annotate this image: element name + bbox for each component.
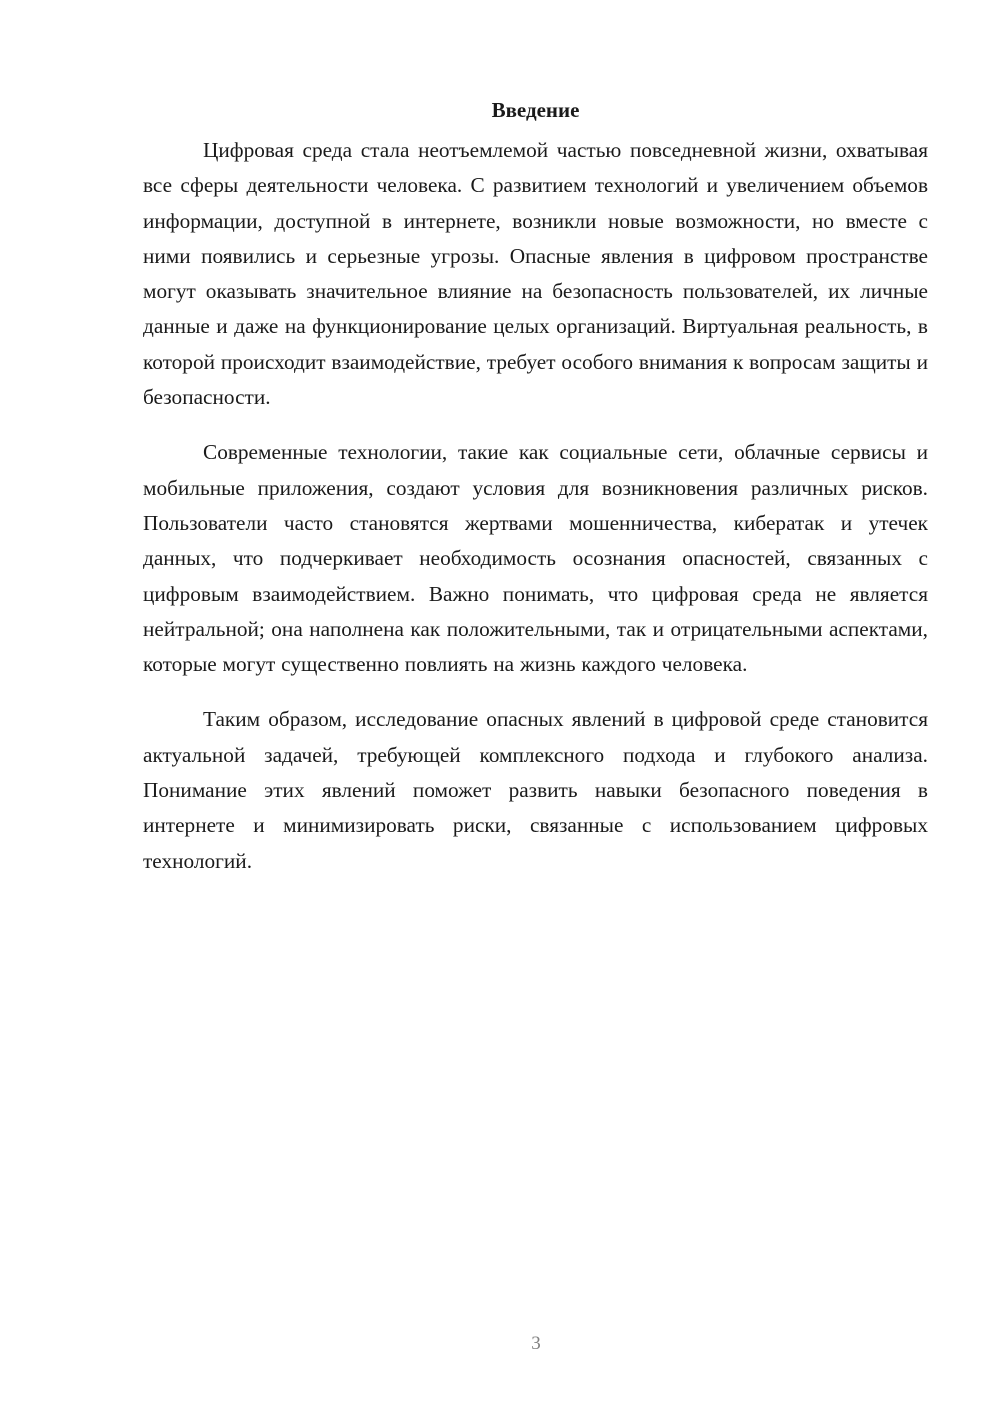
paragraph-3: Таким образом, исследование опасных явлений в цифровой среде становится актуальной задачей, требующей комплексного подхода и глубокого анализа. Понимание этих явлений поможет развить навыки безопасного поведения в интернете и минимизировать риски, связанные с использованием цифровых технологий. bbox=[143, 707, 928, 873]
paragraph-1: Цифровая среда стала неотъемлемой частью повседневной жизни, охватывая все сферы деятельности человека. С развитием технологий и увеличением объемов информации, доступной в интернете, возникли новые возможности, но вместе с ними появились и серьезные угрозы. Опасные явления в цифровом пространстве могут оказывать значительное влияние на безопасность пользователей, их личные данные и даже на функционирование целых организаций. Виртуальная реальность, в которой происходит взаимодействие, требует особого внимания к вопросам защиты и безопасности. bbox=[143, 138, 928, 410]
page-number: 3 bbox=[531, 1333, 541, 1354]
section-heading: Введение bbox=[491, 98, 580, 122]
paragraph-2: Современные технологии, такие как социальные сети, облачные сервисы и мобильные приложения, создают условия для возникновения различных рисков. Пользователи часто становятся жертвами мошенничества, кибератак и утечек данных, что подчеркивает необходимость осознания опасностей, связанных с цифровым взаимодействием. Важно понимать, что цифровая среда не является нейтральной; она наполнена как положительными, так и отрицательными аспектами, которые могут существенно повлиять на жизнь каждого человека. bbox=[143, 440, 928, 677]
page-content bbox=[143, 93, 928, 899]
